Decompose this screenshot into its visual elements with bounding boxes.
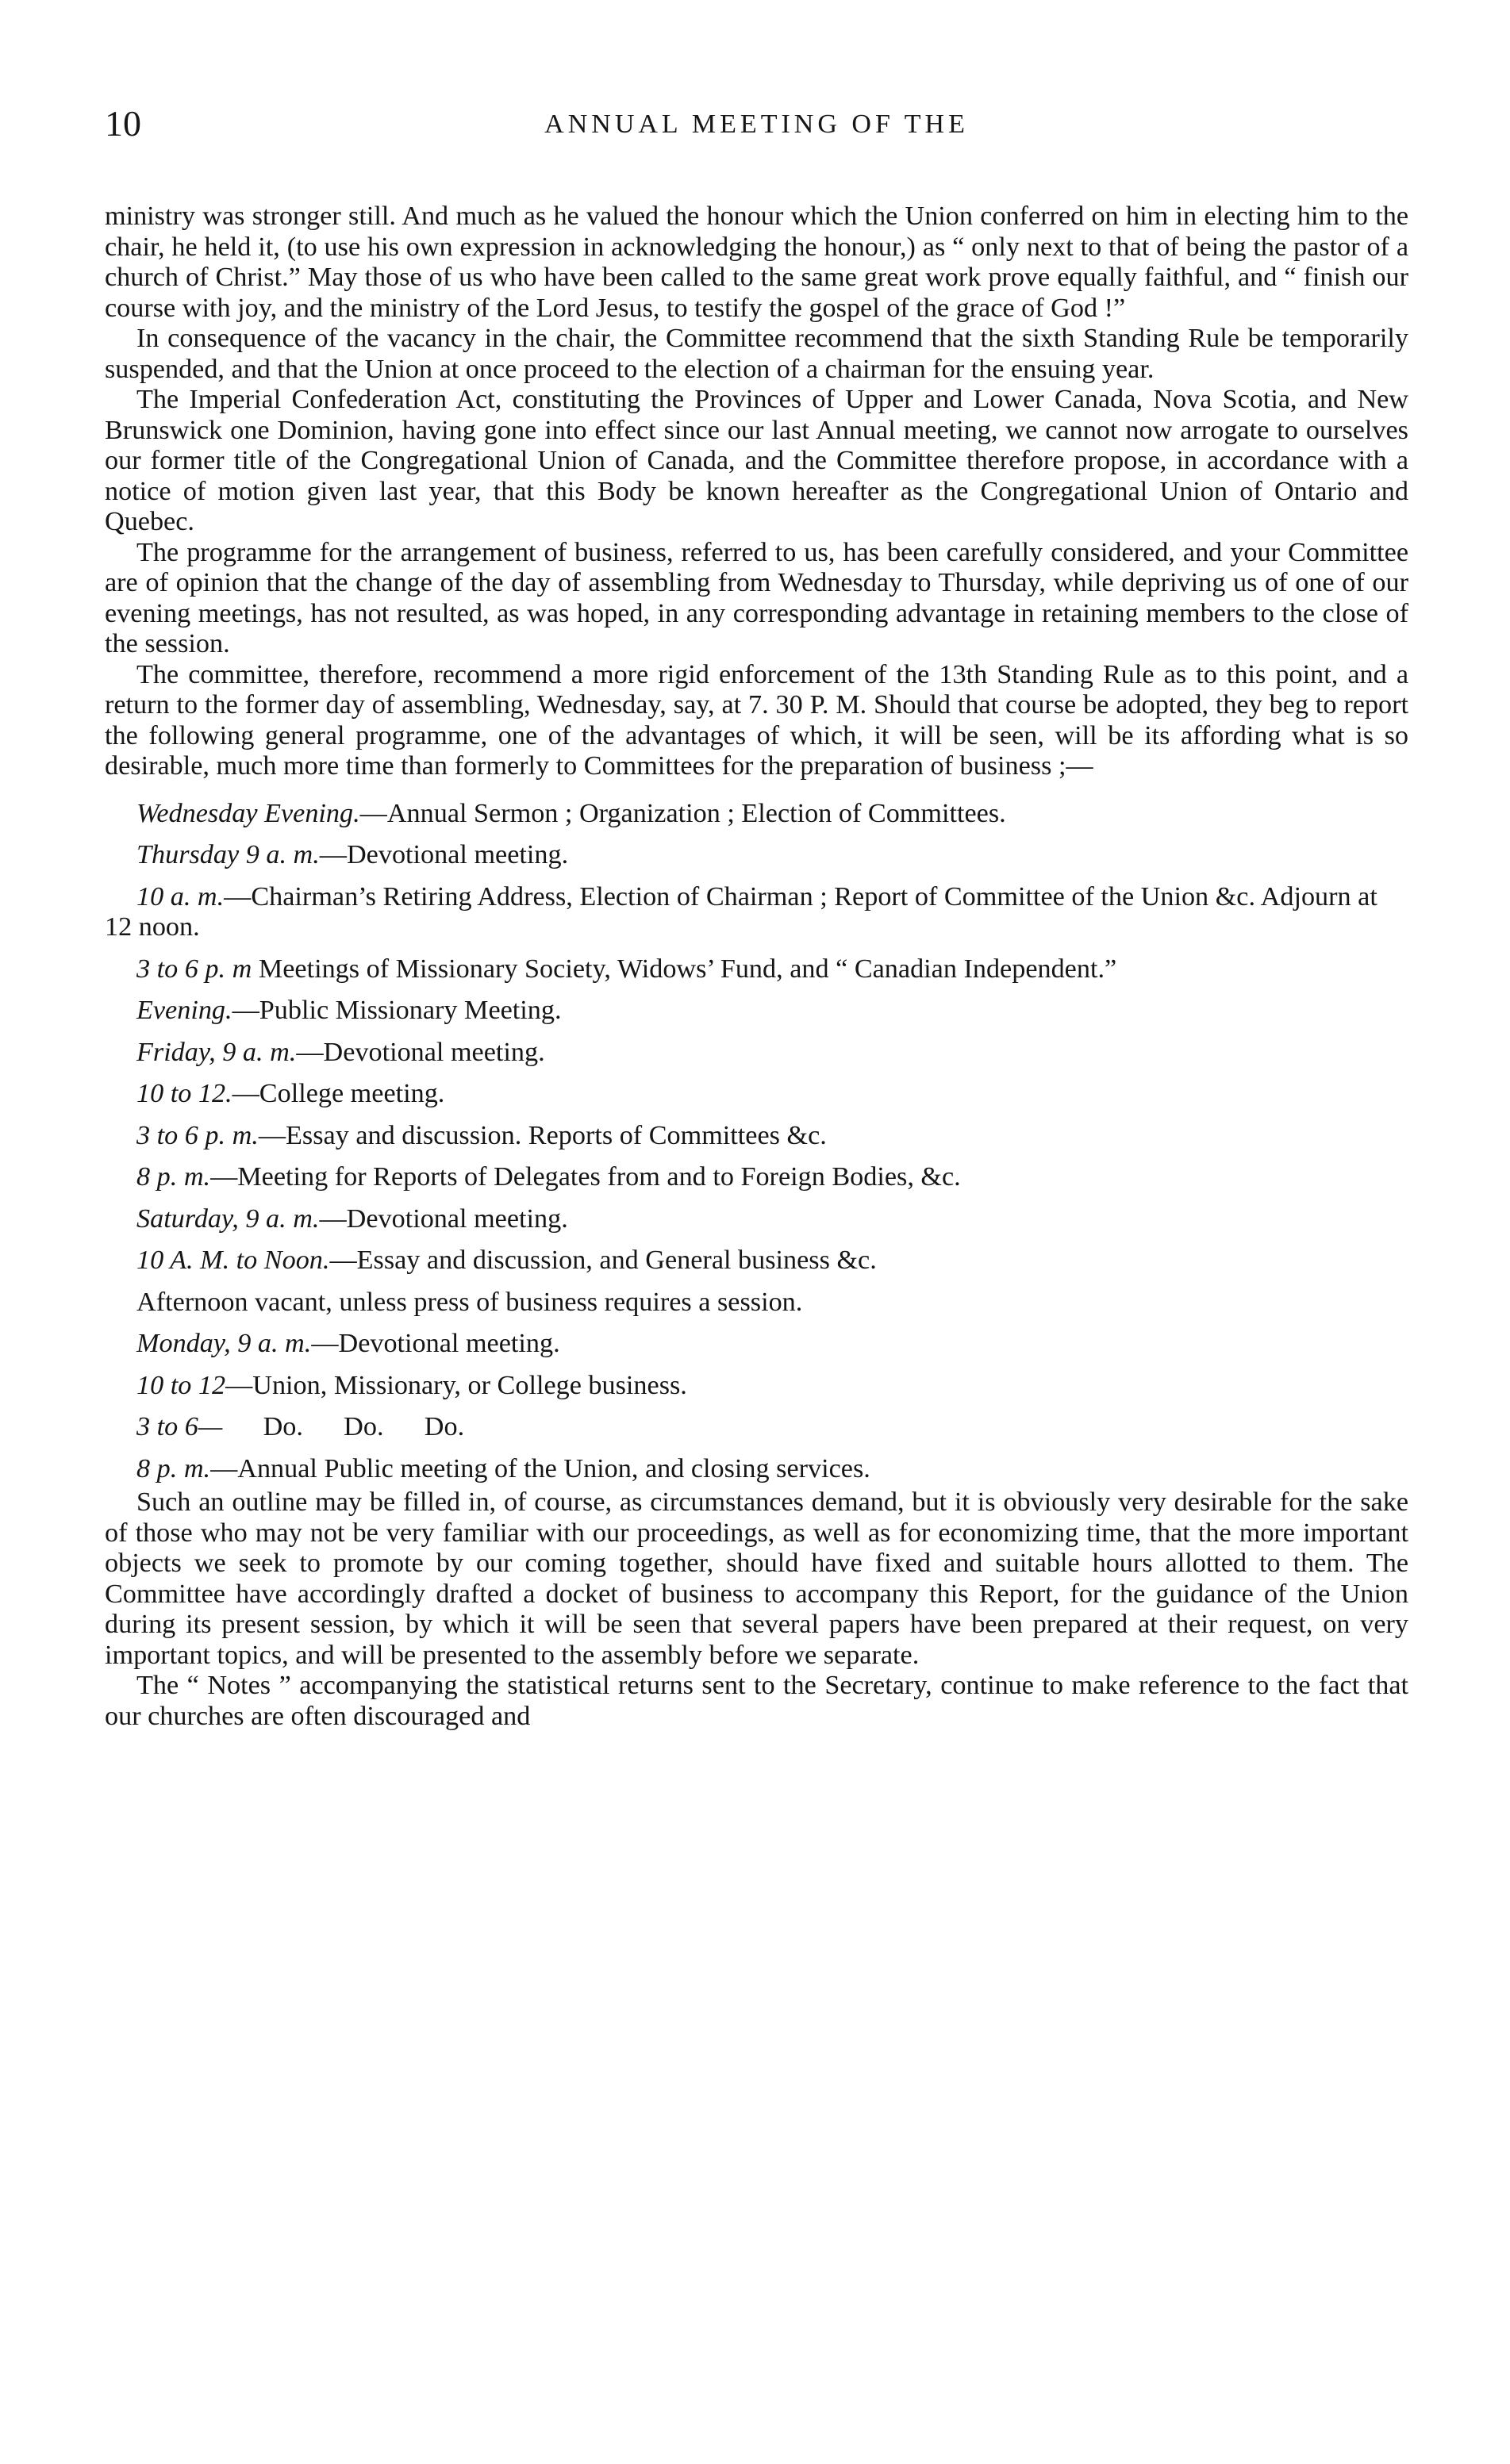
programme-time: Wednesday Evening. bbox=[136, 798, 360, 828]
programme-text: Afternoon vacant, unless press of business requires a session. bbox=[136, 1287, 803, 1317]
programme-item bbox=[105, 1162, 1408, 1193]
programme-time: Evening. bbox=[136, 996, 232, 1025]
programme-time: 3 to 6 p. m bbox=[136, 954, 252, 984]
programme-text: —Devotional meeting. bbox=[319, 1203, 568, 1234]
programme-item bbox=[105, 996, 1408, 1027]
programme-text: Do. Do. Do. bbox=[222, 1412, 465, 1441]
programme-list bbox=[105, 799, 1408, 1485]
programme-text: —Public Missionary Meeting. bbox=[232, 996, 562, 1025]
programme-item bbox=[105, 1412, 1408, 1443]
paragraph-committee: The committee, therefore, recommend a more rigid enforcement of the 13th Standing Rule as to this point, and a return to the former day of assembling, Wednesday, say, at 7. 30 P. M. Should that course be adopted, they beg to report the following general programme, one of the advantages of which, it will be seen, will be its affording what is so desirable, much more time than formerly to Committees for the preparation of business ;— bbox=[105, 659, 1408, 781]
programme-text: —Essay and discussion. Reports of Committees &c. bbox=[258, 1120, 827, 1150]
paragraph-confederation: The Imperial Confederation Act, constituting the Provinces of Upper and Lower Canada, Nova Scotia, and New Brunswick one Dominion, having gone into effect since our last Annual meeting, we cannot now arrogate to ourselves our former title of the Congregational Union of Canada, and the Committee therefore propose, in accordance with a notice of motion given last year, that this Body be known hereafter as the Congregational Union of Ontario and Quebec. bbox=[105, 385, 1408, 536]
programme-text: Meetings of Missionary Society, Widows’ Fund, and “ Canadian Independent.” bbox=[252, 954, 1117, 984]
paragraph-ministry: ministry was stronger still. And much as he valued the honour which the Union conferred on him in electing him to the chair, he held it, (to use his own expression in acknowledging the honour,) as “ only next to that of being the pastor of a church of Christ.” May those of us who have been called to the same great work prove equally faithful, and “ finish our course with joy, and the ministry of the Lord Jesus, to testify the gospel of the grace of God !” bbox=[105, 201, 1408, 323]
programme-item bbox=[105, 1079, 1408, 1110]
programme-time: Thursday 9 a. m. bbox=[136, 840, 320, 869]
programme-time: 8 p. m. bbox=[136, 1162, 211, 1192]
programme-item bbox=[105, 1329, 1408, 1360]
programme-item bbox=[105, 1204, 1408, 1235]
page-number: 10 bbox=[105, 103, 141, 144]
paragraph-programme: The programme for the arrangement of business, referred to us, has been carefully considered, and your Committee are of opinion that the change of the day of assembling from Wednesday to Thursday, while depriving us of one of our evening meetings, has not resulted, as was hoped, in any corresponding advantage in retaining members to the close of the session. bbox=[105, 537, 1408, 658]
running-head: ANNUAL MEETING OF THE bbox=[544, 109, 969, 139]
programme-text: —Devotional meeting. bbox=[319, 840, 569, 869]
programme-item bbox=[105, 1121, 1408, 1152]
programme-text: —Essay and discussion, and General business &c. bbox=[329, 1245, 877, 1275]
programme-time: 10 to 12. bbox=[136, 1079, 232, 1108]
programme-text: —Meeting for Reports of Delegates from and to Foreign Bodies, &c. bbox=[210, 1162, 961, 1192]
programme-time: Friday, 9 a. m. bbox=[136, 1037, 297, 1067]
programme-item bbox=[105, 882, 1408, 943]
programme-item bbox=[105, 799, 1408, 830]
programme-time: 10 to 12 bbox=[136, 1370, 226, 1400]
programme-text: —Devotional meeting. bbox=[296, 1037, 545, 1067]
programme-item bbox=[105, 954, 1408, 985]
programme-item bbox=[105, 840, 1408, 871]
programme-item bbox=[105, 1038, 1408, 1069]
programme-time: 10 a. m. bbox=[136, 881, 225, 912]
paragraph-vacancy: In consequence of the vacancy in the chair, the Committee recommend that the sixth Standing Rule be temporarily suspended, and that the Union at once proceed to the election of a chairman for the ensuing year. bbox=[105, 324, 1408, 384]
programme-text: —Devotional meeting. bbox=[311, 1329, 560, 1358]
programme-text: —College meeting. bbox=[232, 1079, 445, 1108]
page-header bbox=[105, 102, 1408, 146]
programme-item bbox=[105, 1454, 1408, 1485]
programme-time: Monday, 9 a. m. bbox=[136, 1329, 312, 1358]
paragraph-outline: Such an outline may be filled in, of course, as circumstances demand, but it is obviously very desirable for the sake of those who may not be very familiar with our proceedings, as well as for economizing time, that the more important objects we seek to promote by our coming together, should have fixed and suitable hours allotted to them. The Committee have accordingly drafted a docket of business to accompany this Report, for the guidance of the Union during its present session, by which it will be seen that several papers have been prepared at their request, on very important topics, and will be presented to the assembly before we separate. bbox=[105, 1487, 1408, 1670]
programme-item bbox=[105, 1245, 1408, 1276]
programme-time: 10 A. M. to Noon. bbox=[136, 1245, 330, 1275]
paragraph-notes: The “ Notes ” accompanying the statistical returns sent to the Secretary, continue to make reference to the fact that our churches are often discouraged and bbox=[105, 1671, 1408, 1731]
programme-item bbox=[105, 1371, 1408, 1402]
programme-time: 8 p. m. bbox=[136, 1453, 211, 1483]
programme-text: —Annual Sermon ; Organization ; Election of Committees. bbox=[359, 798, 1006, 828]
programme-text: —Chairman’s Retiring Address, Election of Chairman ; Report of Committee of the Union &c. Adjourn at 12 noon. bbox=[105, 881, 1377, 942]
programme-text: —Union, Missionary, or College business. bbox=[225, 1370, 687, 1400]
programme-text: —Annual Public meeting of the Union, and closing services. bbox=[210, 1453, 870, 1483]
programme-time: 3 to 6— bbox=[136, 1412, 223, 1441]
programme-item bbox=[105, 1288, 1408, 1318]
programme-time: 3 to 6 p. m. bbox=[136, 1120, 259, 1150]
programme-time: Saturday, 9 a. m. bbox=[136, 1203, 320, 1234]
